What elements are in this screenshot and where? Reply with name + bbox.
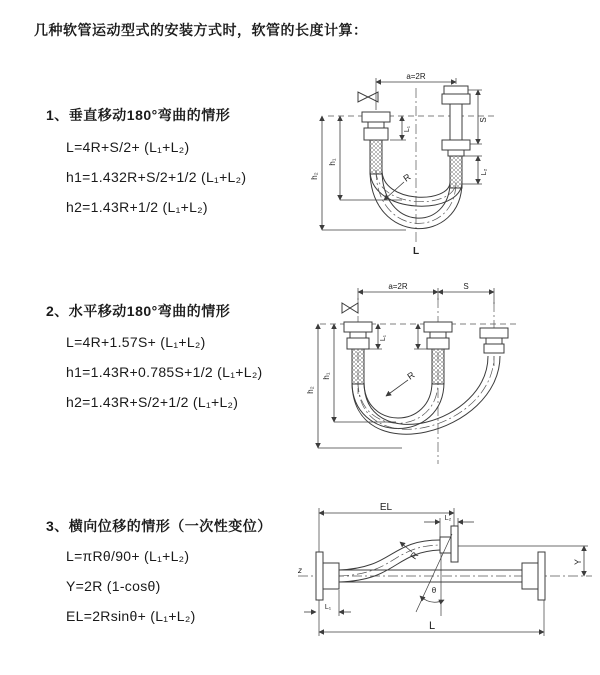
dim-el: [319, 502, 454, 552]
top-flange: [440, 526, 458, 562]
right-fitting: [480, 328, 508, 353]
section-1-formula-h1: h1=1.432R+S/2+1/2 (L₁+L₂): [66, 169, 247, 185]
braid-section: [370, 140, 382, 174]
dim-label-h2: h₂: [306, 386, 315, 394]
middle-fitting: [424, 322, 452, 384]
dim-label-l: L: [412, 246, 420, 257]
section-2-heading: 2、水平移动180°弯曲的情形: [46, 303, 231, 319]
left-fitting: [362, 112, 390, 174]
section-3-formula-L: L=πRθ/90+ (L₁+L₂): [66, 548, 190, 564]
dim-a2r: [358, 282, 494, 304]
section-3-formula-EL: EL=2Rsinθ+ (L₁+L₂): [66, 608, 196, 624]
section-2-formula-h2: h2=1.43R+S/2+1/2 (L₁+L₂): [66, 394, 239, 410]
braid-section: [352, 349, 364, 384]
braid-section: [432, 349, 444, 384]
dim-s: [468, 90, 488, 144]
dim-s: [438, 282, 494, 292]
dim-l1: [304, 590, 351, 616]
dim-label-r: R: [401, 171, 413, 184]
right-flange: [522, 552, 545, 600]
dim-label-h1: h₁: [322, 372, 331, 380]
dim-label-l1: L₁: [404, 125, 411, 133]
dim-label-h1: h₁: [328, 158, 337, 166]
valve-icon: [342, 303, 358, 313]
left-fitting: [344, 322, 372, 384]
dim-label-l1: L₁: [324, 604, 332, 611]
left-flange: [316, 552, 339, 600]
dim-label-s: S: [479, 117, 488, 123]
right-fitting: [442, 86, 470, 188]
dim-label-l: L: [428, 620, 436, 632]
hose-curves: [352, 356, 500, 434]
dim-l2: [462, 156, 488, 184]
dim-l2: [424, 515, 474, 537]
valve-icon: [358, 92, 378, 102]
dim-label-l2: L₂: [444, 515, 452, 522]
section-1-formula-h2: h2=1.43R+1/2 (L₁+L₂): [66, 199, 208, 215]
break-symbol: z: [298, 566, 302, 575]
section-3-formula-Y: Y=2R (1-cosθ): [66, 578, 161, 594]
dim-label-l2: L₂: [481, 168, 488, 176]
diagram-horizontal-180: [306, 282, 600, 470]
radius-callout: [386, 369, 417, 396]
dim-label-r: R: [405, 369, 417, 382]
section-1-heading: 1、垂直移动180°弯曲的情形: [46, 107, 231, 123]
page-title: 几种软管运动型式的安装方式时，软管的长度计算：: [34, 22, 368, 38]
dim-label-theta: θ: [431, 586, 437, 595]
diagram-lateral-displacement: [294, 500, 600, 648]
section-2-formula-L: L=4R+1.57S+ (L₁+L₂): [66, 334, 206, 350]
angle-theta: [416, 534, 452, 616]
dim-label-el: EL: [379, 502, 393, 513]
diagram-vertical-180: [310, 70, 592, 258]
dim-label-s: S: [463, 282, 469, 291]
dim-label-a2r: a=2R: [406, 72, 426, 81]
section-1-formula-L: L=4R+S/2+ (L₁+L₂): [66, 139, 190, 155]
section-3-heading: 3、横向位移的情形（一次性变位）: [46, 518, 272, 534]
dim-l: [319, 600, 544, 636]
dim-label-h2: h₂: [310, 172, 319, 180]
dim-h2: [310, 116, 406, 230]
dim-label-a2r: a=2R: [388, 282, 408, 291]
section-2-formula-h1: h1=1.43R+0.785S+1/2 (L₁+L₂): [66, 364, 263, 380]
dim-l1: [390, 116, 411, 140]
braid-section: [450, 156, 462, 188]
dim-label-y: Y: [573, 558, 583, 566]
dim-label-r: R: [408, 550, 421, 562]
dim-label-l1: L₁: [380, 334, 387, 342]
